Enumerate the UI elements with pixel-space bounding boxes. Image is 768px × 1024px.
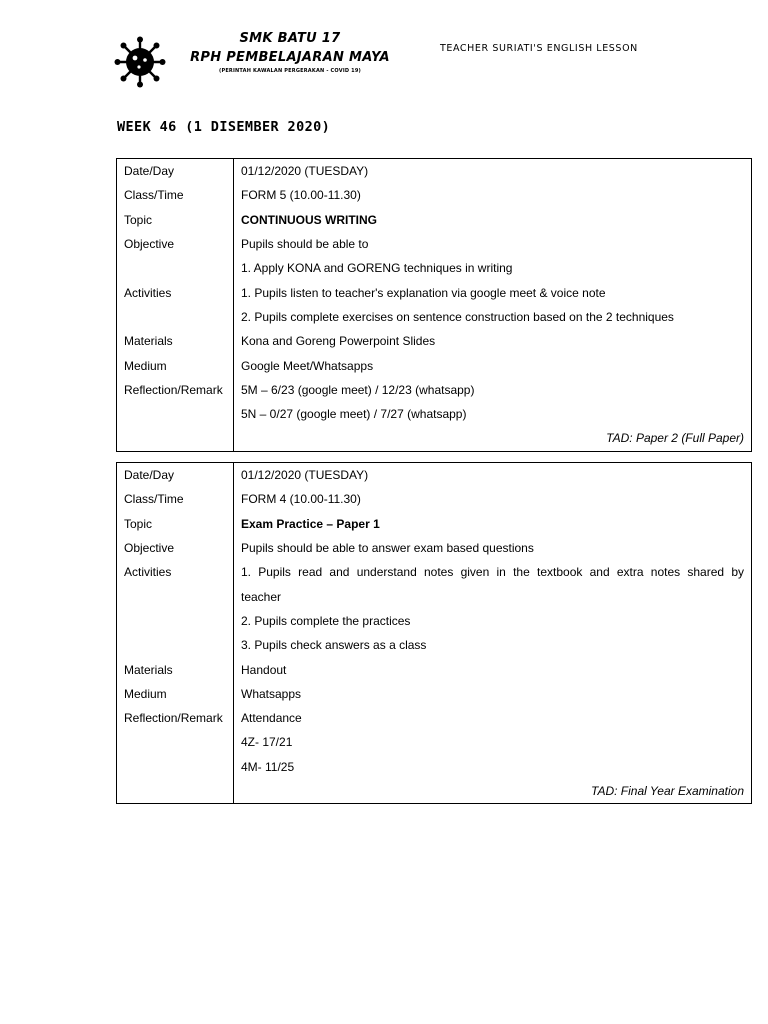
row-label: Objective [117, 232, 234, 256]
school-name: SMK BATU 17 [239, 31, 341, 46]
table-row [117, 426, 752, 451]
table-row [117, 329, 752, 353]
row-label: Medium [117, 353, 234, 377]
table-row [117, 512, 752, 536]
row-label: Medium [117, 682, 234, 706]
row-label: Objective [117, 536, 234, 560]
row-label: Date/Day [117, 463, 234, 488]
table-row [117, 305, 752, 329]
table-row [117, 536, 752, 560]
row-value: FORM 5 (10.00-11.30) [241, 188, 361, 203]
table-row [117, 353, 752, 377]
program-title: RPH PEMBELAJARAN MAYA [190, 50, 390, 65]
row-label: Class/Time [117, 487, 234, 511]
program-note: (PERINTAH KAWALAN PERGERAKAN - COVID 19) [218, 68, 362, 74]
topic-value: CONTINUOUS WRITING [241, 212, 377, 227]
row-label [117, 402, 234, 426]
activity-item: 2. Pupils complete the practices [241, 613, 411, 628]
table-row [117, 633, 752, 657]
row-value: Pupils should be able to answer exam based questions [241, 541, 534, 556]
objective-item: 1. Apply KONA and GORENG techniques in writing [241, 261, 513, 276]
row-label [117, 584, 234, 608]
week-heading: WEEK 46 (1 DISEMBER 2020) [117, 119, 331, 135]
table-row [117, 378, 752, 402]
row-value: Attendance [241, 711, 302, 726]
row-value: Handout [241, 662, 287, 677]
table-row [117, 487, 752, 511]
row-label: Activities [117, 560, 234, 584]
row-value: 01/12/2020 (TUESDAY) [241, 468, 369, 483]
reflection-item: 5N – 0/27 (google meet) / 7/27 (whatsapp) [241, 407, 467, 422]
table-row [117, 256, 752, 280]
lesson-plan-table-1 [116, 158, 752, 452]
table-row [117, 609, 752, 633]
row-value: Pupils should be able to [241, 237, 369, 252]
row-value: Whatsapps [241, 686, 302, 701]
school-header [190, 30, 390, 75]
activity-item: 1. Pupils read and understand notes given in the textbook and extra notes shared by [241, 565, 744, 580]
row-value: Kona and Goreng Powerpoint Slides [241, 334, 436, 349]
row-label: Reflection/Remark [117, 378, 234, 402]
lesson-plan-table-2 [116, 462, 752, 804]
activity-item: 2. Pupils complete exercises on sentence construction based on the 2 techniques [241, 309, 674, 324]
table-row [117, 730, 752, 754]
table-row [117, 159, 752, 184]
row-label [117, 755, 234, 779]
reflection-item: 5M – 6/23 (google meet) / 12/23 (whatsapp) [241, 382, 475, 397]
row-label: Date/Day [117, 159, 234, 184]
table-row [117, 208, 752, 232]
row-label [117, 609, 234, 633]
row-label: Activities [117, 280, 234, 304]
table-row [117, 232, 752, 256]
row-label [117, 779, 234, 804]
row-label: Topic [117, 512, 234, 536]
table-row [117, 657, 752, 681]
attendance-item: 4M- 11/25 [241, 759, 295, 774]
table-row [117, 755, 752, 779]
virus-icon [114, 36, 166, 88]
table-row [117, 463, 752, 488]
activity-item-continued: teacher [241, 589, 282, 604]
row-label: Topic [117, 208, 234, 232]
table-row [117, 183, 752, 207]
row-label [117, 633, 234, 657]
row-value: Google Meet/Whatsapps [241, 358, 374, 373]
teacher-label: TEACHER SURIATI'S ENGLISH LESSON [440, 43, 638, 54]
row-label: Class/Time [117, 183, 234, 207]
row-label [117, 305, 234, 329]
table-row [117, 280, 752, 304]
table-row [117, 584, 752, 608]
row-label [117, 256, 234, 280]
row-label [117, 426, 234, 451]
table-row [117, 560, 752, 584]
table-row [117, 682, 752, 706]
row-value: FORM 4 (10.00-11.30) [241, 492, 361, 507]
row-value: 01/12/2020 (TUESDAY) [241, 164, 369, 179]
attendance-item: 4Z- 17/21 [241, 735, 293, 750]
row-label: Materials [117, 657, 234, 681]
row-label [117, 730, 234, 754]
table-row [117, 706, 752, 730]
row-label: Materials [117, 329, 234, 353]
activity-item: 1. Pupils listen to teacher's explanation via google meet & voice note [241, 285, 606, 300]
activity-item: 3. Pupils check answers as a class [241, 638, 427, 653]
table-row [117, 779, 752, 804]
tad-note: TAD: Paper 2 (Full Paper) [606, 431, 744, 446]
tad-note: TAD: Final Year Examination [591, 784, 744, 798]
topic-value: Exam Practice – Paper 1 [241, 516, 380, 531]
table-row [117, 402, 752, 426]
row-label: Reflection/Remark [117, 706, 234, 730]
